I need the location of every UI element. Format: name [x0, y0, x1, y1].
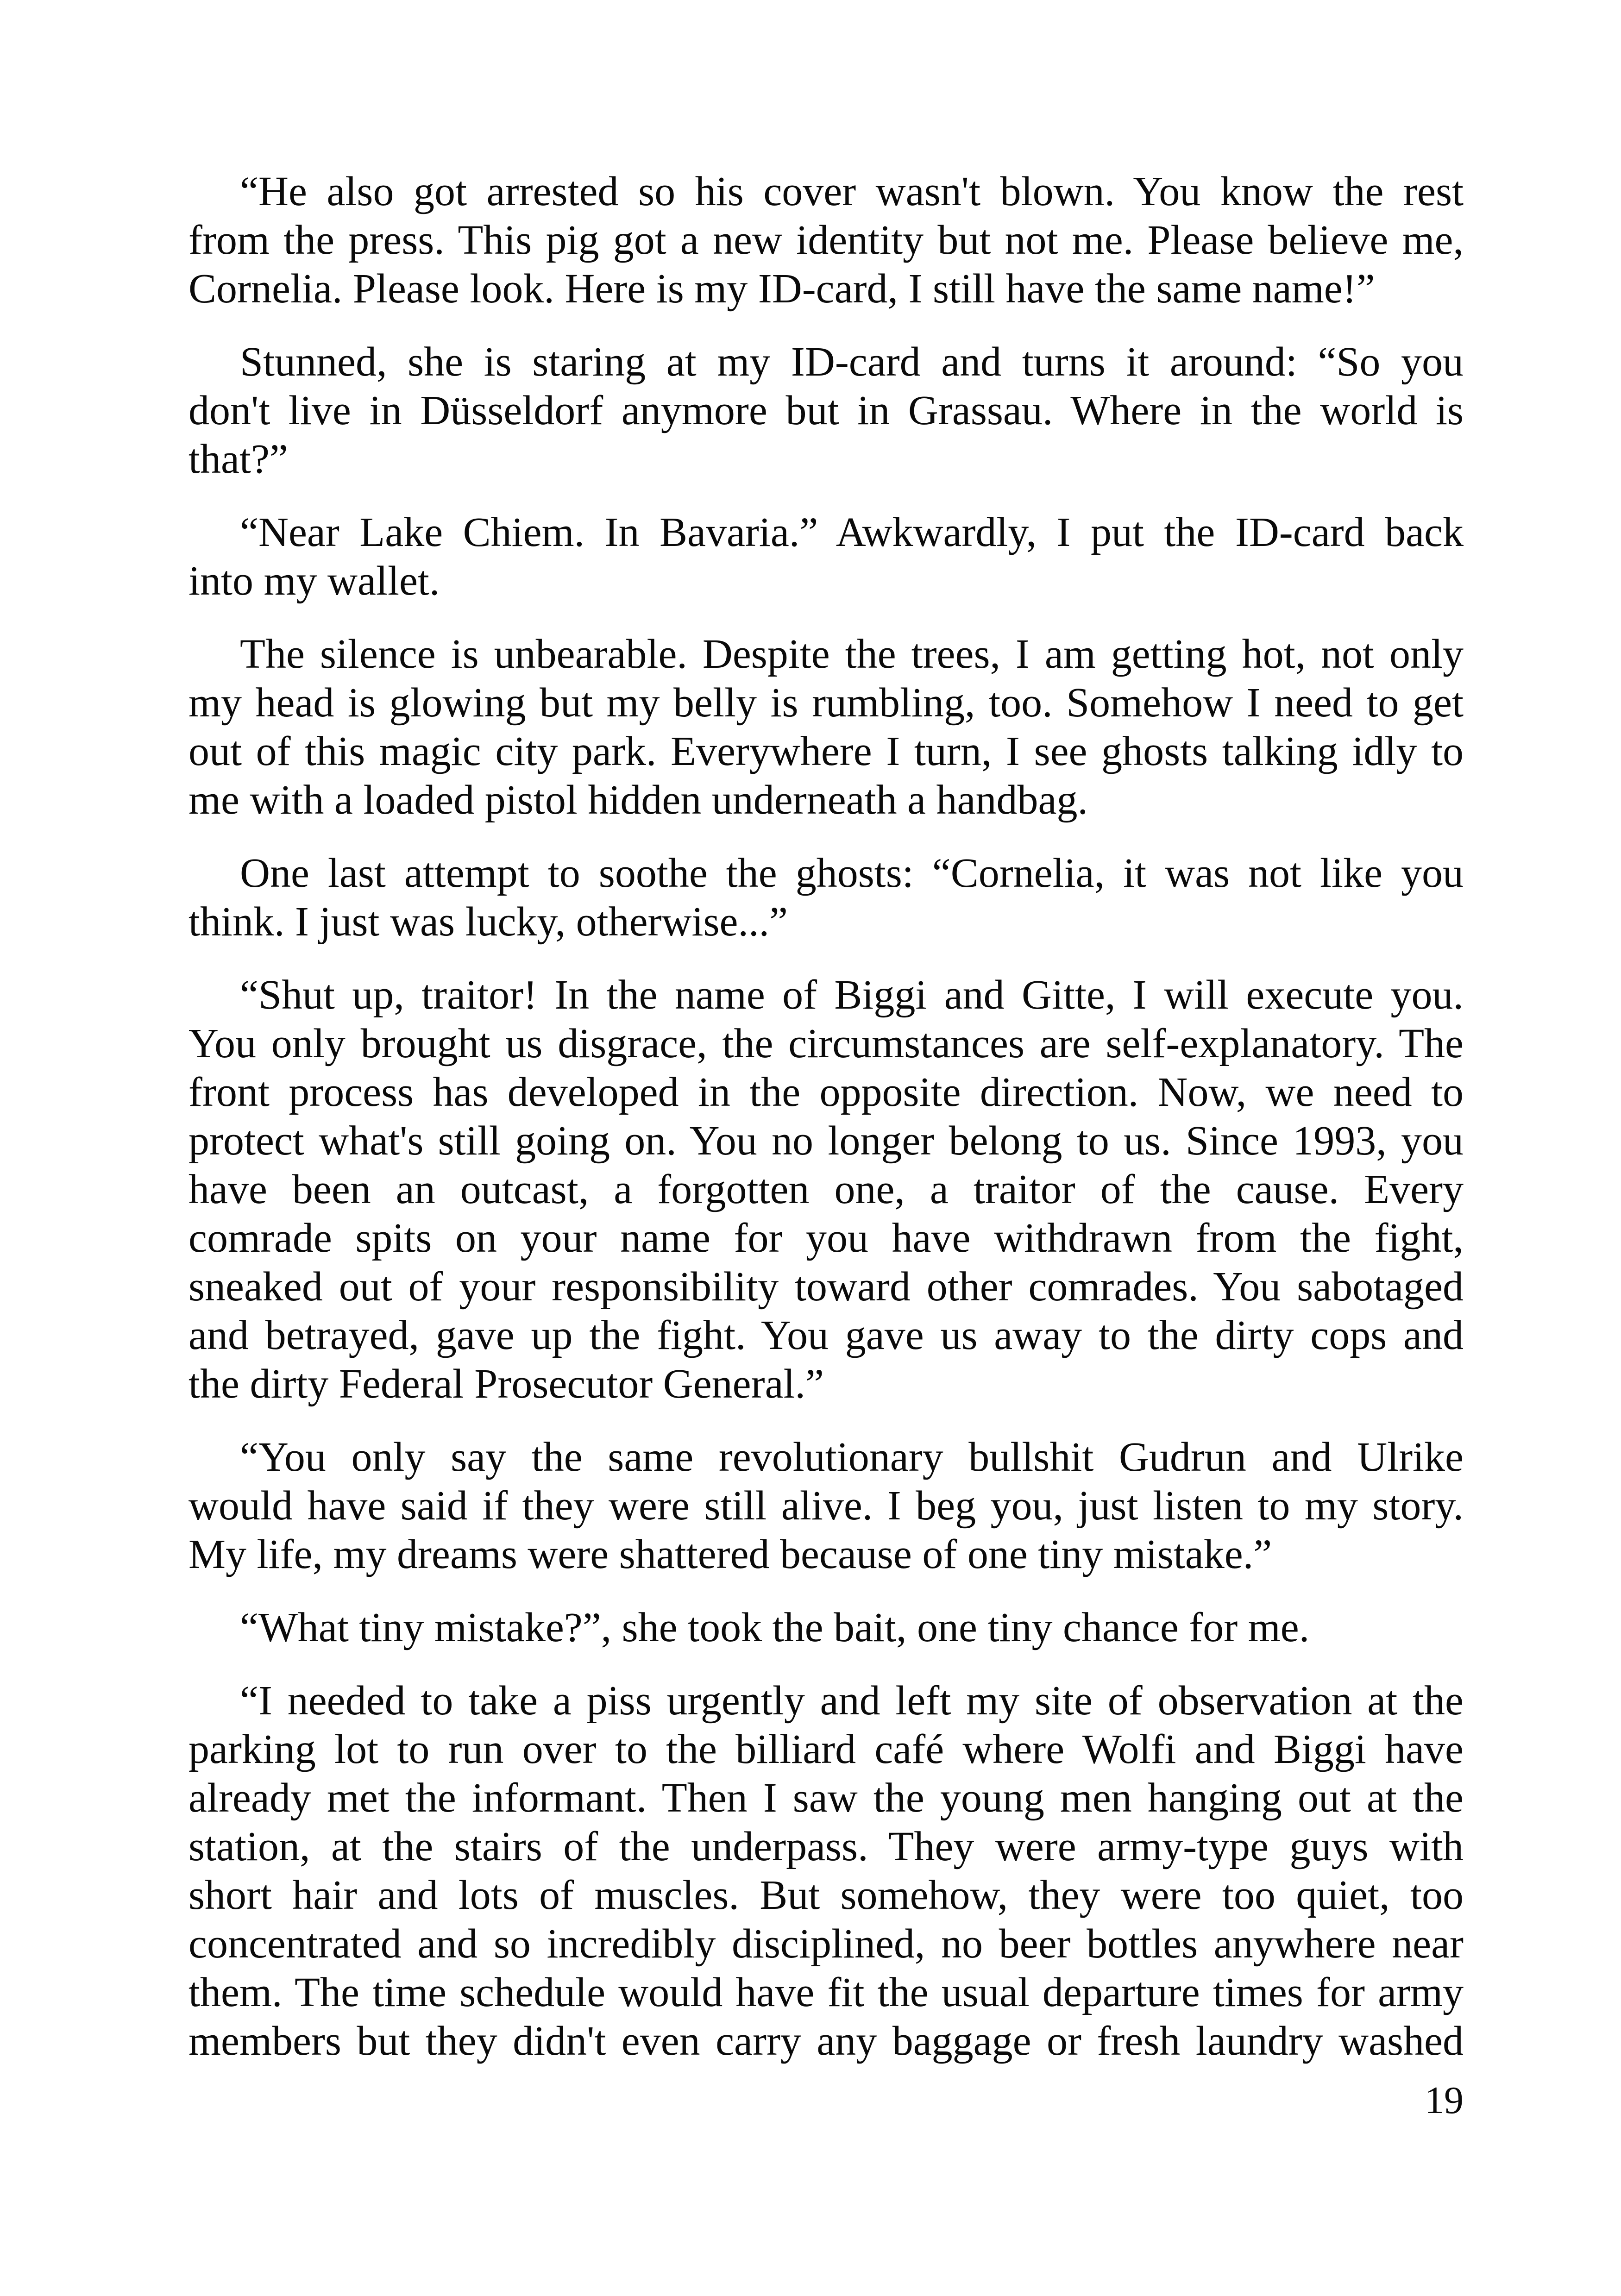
text-line: One last attempt to soothe the ghosts: “Cornelia, it was not like you	[240, 850, 1464, 896]
text-line: Stunned, she is staring at my ID-card and turns it around: “So you	[240, 339, 1464, 385]
text-line: me with a loaded pistol hidden underneath a handbag.	[188, 777, 1088, 823]
text-line: Cornelia. Please look. Here is my ID-card, I still have the same name!”	[188, 266, 1375, 312]
text-line: sneaked out of your responsibility toward other comrades. You sabotaged	[188, 1264, 1464, 1310]
text-line: “What tiny mistake?”, she took the bait, one tiny chance for me.	[240, 1605, 1310, 1650]
text-line: out of this magic city park. Everywhere I turn, I see ghosts talking idly to	[188, 728, 1464, 774]
text-line: “He also got arrested so his cover wasn't blown. You know the rest	[240, 169, 1464, 214]
paragraph	[188, 971, 1464, 1408]
text-line: front process has developed in the opposite direction. Now, we need to	[188, 1069, 1464, 1115]
text-line: from the press. This pig got a new identity but not me. Please believe me,	[188, 217, 1464, 263]
text-line: comrade spits on your name for you have withdrawn from the fight,	[188, 1215, 1464, 1261]
text-line: “Near Lake Chiem. In Bavaria.” Awkwardly, I put the ID-card back	[240, 509, 1464, 555]
page-number: 19	[1425, 2079, 1464, 2122]
text-line: concentrated and so incredibly disciplined, no beer bottles anywhere near	[188, 1921, 1464, 1967]
text-line: members but they didn't even carry any baggage or fresh laundry washed	[188, 2018, 1464, 2064]
text-line: think. I just was lucky, otherwise...”	[188, 899, 788, 945]
text-line: protect what's still going on. You no longer belong to us. Since 1993, you	[188, 1118, 1464, 1164]
body-text	[188, 167, 1464, 2065]
text-line: The silence is unbearable. Despite the trees, I am getting hot, not only	[240, 631, 1464, 677]
paragraph	[188, 338, 1464, 483]
text-line: parking lot to run over to the billiard café where Wolfi and Biggi have	[188, 1726, 1464, 1772]
text-line: You only brought us disgrace, the circumstances are self-explanatory. The	[188, 1021, 1464, 1066]
text-line: “You only say the same revolutionary bullshit Gudrun and Ulrike	[240, 1434, 1464, 1480]
text-line: my head is glowing but my belly is rumbling, too. Somehow I need to get	[188, 680, 1464, 726]
text-line: “I needed to take a piss urgently and left my site of observation at the	[240, 1678, 1464, 1724]
text-line: them. The time schedule would have fit the usual departure times for army	[188, 1970, 1464, 2015]
text-line: would have said if they were still alive. I beg you, just listen to my story.	[188, 1483, 1464, 1529]
text-line: My life, my dreams were shattered because of one tiny mistake.”	[188, 1531, 1272, 1577]
paragraph	[188, 508, 1464, 605]
text-line: short hair and lots of muscles. But somehow, they were too quiet, too	[188, 1872, 1464, 1918]
paragraph	[188, 1603, 1464, 1652]
text-line: have been an outcast, a forgotten one, a traitor of the cause. Every	[188, 1167, 1464, 1212]
paragraph	[188, 849, 1464, 946]
paragraph	[188, 630, 1464, 824]
paragraph	[188, 1676, 1464, 2065]
text-line: “Shut up, traitor! In the name of Biggi and Gitte, I will execute you.	[240, 972, 1464, 1018]
text-line: already met the informant. Then I saw the young men hanging out at the	[188, 1775, 1464, 1821]
paragraph	[188, 167, 1464, 313]
text-line: the dirty Federal Prosecutor General.”	[188, 1361, 824, 1407]
text-line: that?”	[188, 436, 288, 482]
text-line: into my wallet.	[188, 558, 440, 604]
paragraph	[188, 1433, 1464, 1579]
text-line: and betrayed, gave up the fight. You gave us away to the dirty cops and	[188, 1312, 1464, 1358]
text-line: don't live in Düsseldorf anymore but in Grassau. Where in the world is	[188, 388, 1464, 433]
text-line: station, at the stairs of the underpass. They were army-type guys with	[188, 1824, 1464, 1869]
